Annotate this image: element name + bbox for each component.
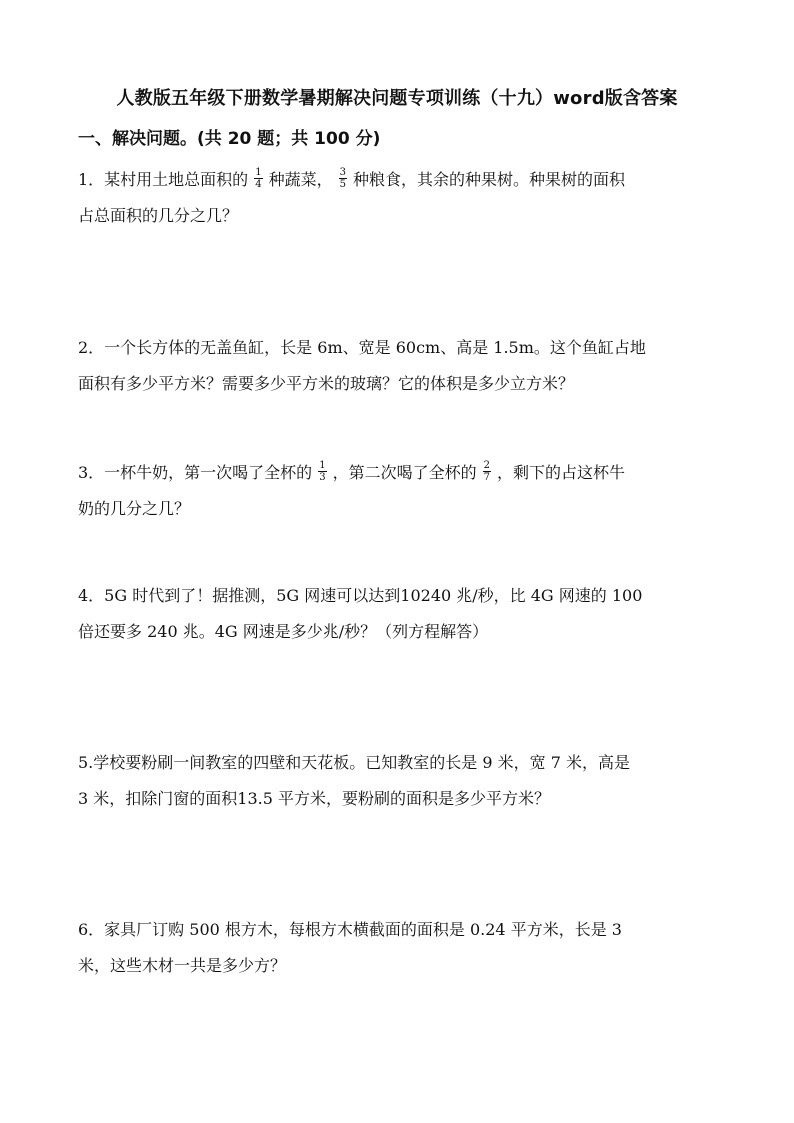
question-4-line-1: 4．5G 时代到了！据推测，5G 网速可以达到10240 兆/秒，比 4G 网速的 100 bbox=[78, 586, 643, 605]
question-1-line-1 bbox=[78, 162, 718, 198]
question-4-line-2: 倍还要多 240 兆。4G 网速是多少兆/秒？（列方程解答） bbox=[78, 622, 489, 641]
question-3 bbox=[78, 455, 718, 527]
fraction-two-sevenths bbox=[483, 460, 491, 483]
fraction-one-quarter bbox=[254, 167, 262, 190]
question-1-line-2: 占总面积的几分之几？ bbox=[78, 206, 239, 225]
question-3-text-a: 3．一杯牛奶，第一次喝了全杯的 bbox=[78, 463, 313, 482]
question-4 bbox=[78, 578, 718, 650]
question-1-text-c: 种粮食，其余的种果树。种果树的面积 bbox=[352, 170, 625, 189]
fraction-one-third bbox=[318, 460, 326, 483]
question-3-line-1 bbox=[78, 455, 718, 491]
fraction-denominator: 4 bbox=[255, 179, 262, 190]
question-3-text-c: ，剩下的占这杯牛 bbox=[496, 463, 625, 482]
question-1-text-b: 种蔬菜， bbox=[268, 170, 333, 189]
fraction-numerator: 1 bbox=[319, 460, 326, 471]
question-1-text-a: 1．某村用土地总面积的 bbox=[78, 170, 249, 189]
question-6 bbox=[78, 912, 718, 984]
fraction-denominator: 3 bbox=[319, 472, 326, 483]
question-6-line-1: 6．家具厂订购 500 根方木，每根方木横截面的面积是 0.24 平方米，长是 3 bbox=[78, 920, 622, 939]
fraction-numerator: 1 bbox=[255, 167, 262, 178]
question-5-line-2: 3 米，扣除门窗的面积13.5 平方米，要粉刷的面积是多少平方米？ bbox=[78, 789, 550, 808]
question-2-line-1: 2．一个长方体的无盖鱼缸，长是 6m、宽是 60cm、高是 1.5m。这个鱼缸占地 bbox=[78, 338, 646, 357]
question-2 bbox=[78, 330, 718, 402]
question-3-line-2: 奶的几分之几？ bbox=[78, 499, 191, 518]
fraction-numerator: 2 bbox=[483, 460, 490, 471]
question-5 bbox=[78, 745, 718, 817]
question-1 bbox=[78, 162, 718, 234]
section-heading: 一、解决问题。(共 20 题；共 100 分) bbox=[78, 129, 381, 149]
fraction-three-fifths bbox=[339, 167, 347, 190]
question-2-line-2: 面积有多少平方米？需要多少平方米的玻璃？它的体积是多少立方米？ bbox=[78, 374, 575, 393]
question-5-line-1: 5.学校要粉刷一间教室的四壁和天花板。已知教室的长是 9 米，宽 7 米，高是 bbox=[78, 753, 630, 772]
question-3-text-b: ，第二次喝了全杯的 bbox=[332, 463, 477, 482]
fraction-denominator: 7 bbox=[483, 472, 490, 483]
fraction-numerator: 3 bbox=[339, 167, 346, 178]
question-6-line-2: 米，这些木材一共是多少方？ bbox=[78, 956, 287, 975]
fraction-denominator: 5 bbox=[339, 179, 346, 190]
document-title: 人教版五年级下册数学暑期解决问题专项训练（十九）word版含答案 bbox=[116, 88, 678, 109]
